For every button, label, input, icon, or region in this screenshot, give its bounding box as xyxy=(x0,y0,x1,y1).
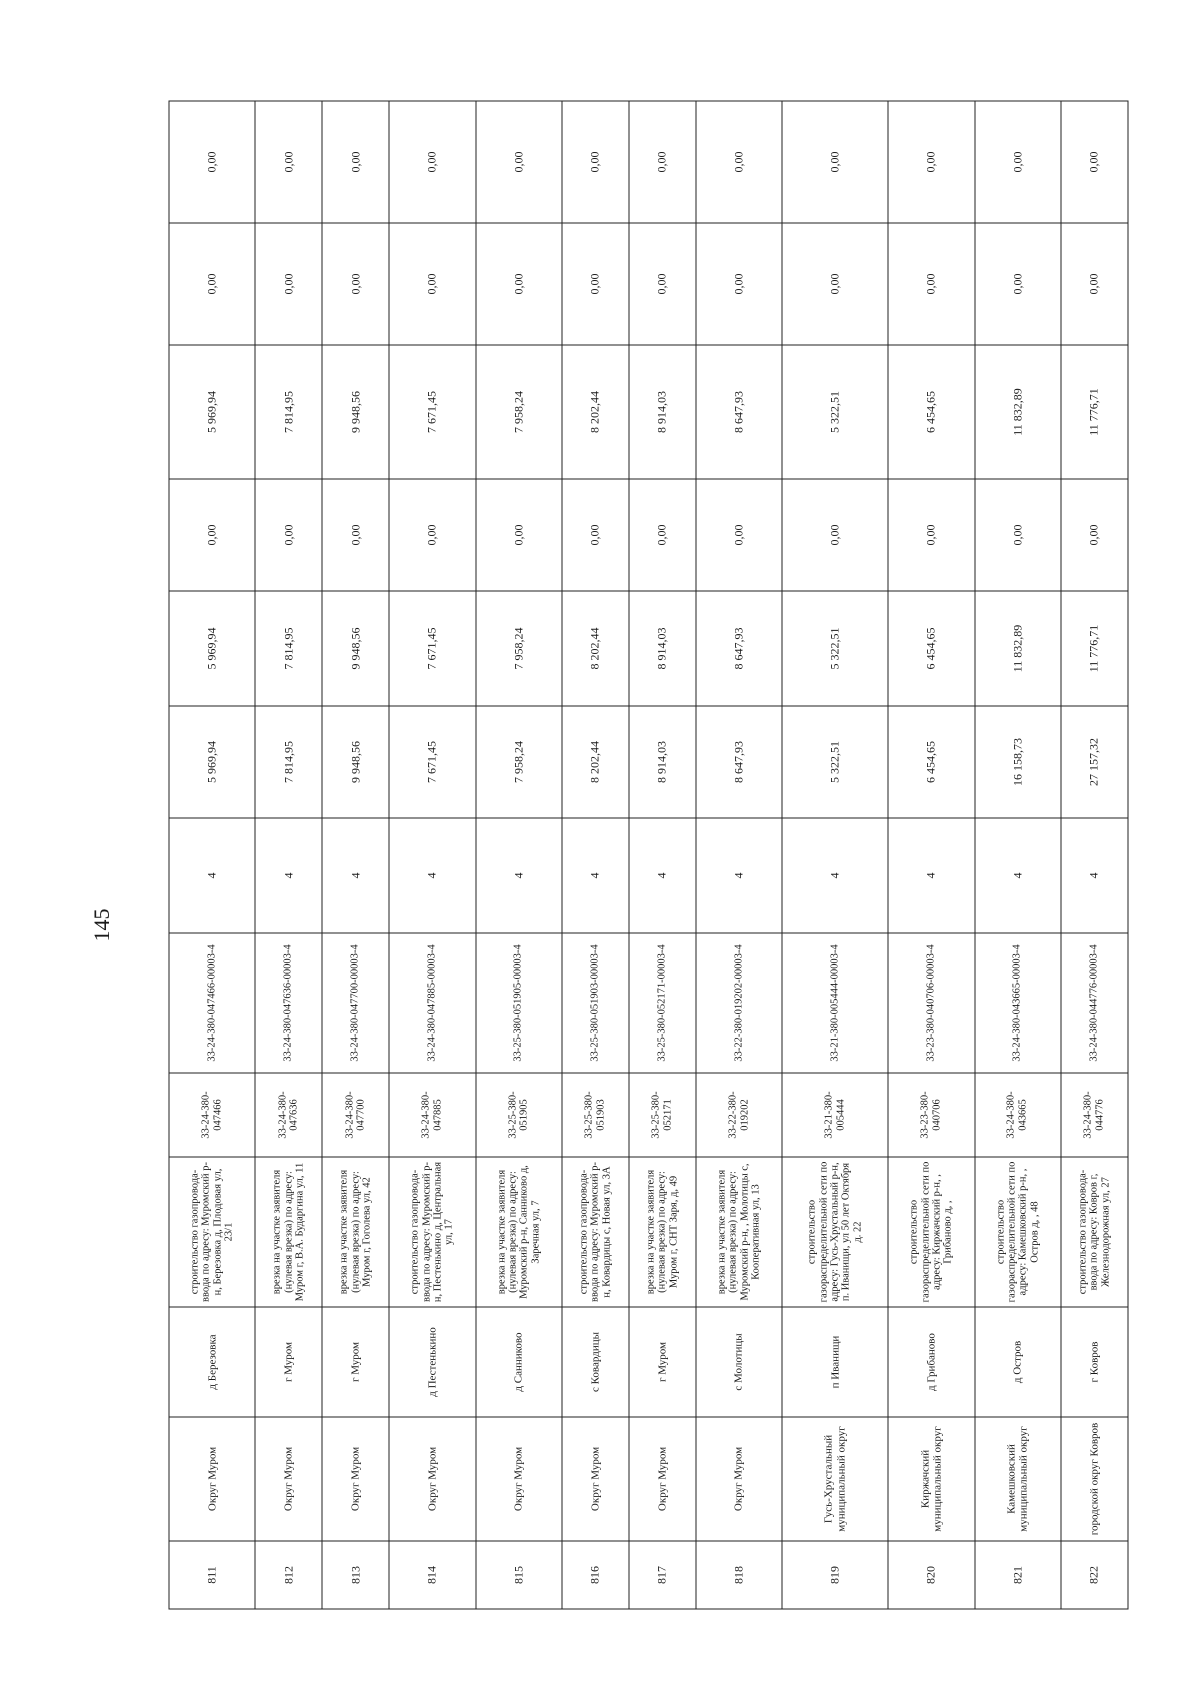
table-row xyxy=(1061,101,1128,1609)
description-cell: строительство газораспределительной сети по адресу: Гусь-Хрустальный р-н, п. Иванищи, ул 50 лет Октября д. 22 xyxy=(782,1157,888,1307)
value4-cell: 8 647,93 xyxy=(696,345,782,479)
value5-cell: 0,00 xyxy=(322,223,389,345)
code-cell: 33-24-380-043665 xyxy=(975,1073,1061,1157)
value4-cell: 7 958,24 xyxy=(476,345,562,479)
settlement-cell: д Санниково xyxy=(476,1307,562,1417)
category-cell: 4 xyxy=(975,818,1061,933)
settlement-cell: п Иванищи xyxy=(782,1307,888,1417)
settlement-cell: д Остров xyxy=(975,1307,1061,1417)
value2-cell: 7 671,45 xyxy=(389,591,475,706)
code-cell: 33-25-380-051905 xyxy=(476,1073,562,1157)
description-cell: врезка на участке заявителя (нулевая врезка) по адресу: Муромский р-н, Санниково д, Заречная ул, 7 xyxy=(476,1157,562,1307)
value4-cell: 7 671,45 xyxy=(389,345,475,479)
value5-cell: 0,00 xyxy=(169,223,255,345)
value6-cell: 0,00 xyxy=(389,101,475,223)
value4-cell: 9 948,56 xyxy=(322,345,389,479)
district-cell: Округ Муром xyxy=(389,1417,475,1541)
row-number: 811 xyxy=(169,1541,255,1609)
value2-cell: 11 832,89 xyxy=(975,591,1061,706)
value1-cell: 8 202,44 xyxy=(562,706,629,818)
row-number: 818 xyxy=(696,1541,782,1609)
description-cell: строительство газопровода-ввода по адресу: Муромский р-н, Ковардицы с, Новая ул, 3А xyxy=(562,1157,629,1307)
value6-cell: 0,00 xyxy=(975,101,1061,223)
value5-cell: 0,00 xyxy=(629,223,696,345)
settlement-cell: с Ковардицы xyxy=(562,1307,629,1417)
category-cell: 4 xyxy=(562,818,629,933)
category-cell: 4 xyxy=(476,818,562,933)
value1-cell: 5 969,94 xyxy=(169,706,255,818)
code-cell: 33-24-380-044776 xyxy=(1061,1073,1128,1157)
category-cell: 4 xyxy=(322,818,389,933)
code-cell: 33-24-380-047636 xyxy=(255,1073,322,1157)
description-cell: врезка на участке заявителя (нулевая врезка) по адресу: Муром г, СНТ Заря, д, 49 xyxy=(629,1157,696,1307)
value1-cell: 8 914,03 xyxy=(629,706,696,818)
table-row xyxy=(169,101,255,1609)
description-cell: врезка на участке заявителя (нулевая врезка) по адресу: Муром г, Гоголева ул, 42 xyxy=(322,1157,389,1307)
district-cell: Округ Муром xyxy=(476,1417,562,1541)
value3-cell: 0,00 xyxy=(389,479,475,591)
value3-cell: 0,00 xyxy=(629,479,696,591)
value3-cell: 0,00 xyxy=(562,479,629,591)
district-cell: городской округ Ковров xyxy=(1061,1417,1128,1541)
settlement-cell: д Пестенькино xyxy=(389,1307,475,1417)
value1-cell: 7 958,24 xyxy=(476,706,562,818)
ident-cell: 33-24-380-043665-00003-4 xyxy=(975,933,1061,1073)
value5-cell: 0,00 xyxy=(476,223,562,345)
table-row xyxy=(888,101,974,1609)
value1-cell: 27 157,32 xyxy=(1061,706,1128,818)
table-row xyxy=(255,101,322,1609)
value3-cell: 0,00 xyxy=(975,479,1061,591)
table-row xyxy=(629,101,696,1609)
table-row xyxy=(476,101,562,1609)
value3-cell: 0,00 xyxy=(255,479,322,591)
value6-cell: 0,00 xyxy=(169,101,255,223)
row-number: 821 xyxy=(975,1541,1061,1609)
value2-cell: 7 958,24 xyxy=(476,591,562,706)
value4-cell: 11 776,71 xyxy=(1061,345,1128,479)
value5-cell: 0,00 xyxy=(696,223,782,345)
settlement-cell: с Молотицы xyxy=(696,1307,782,1417)
value5-cell: 0,00 xyxy=(389,223,475,345)
value4-cell: 6 454,65 xyxy=(888,345,974,479)
value2-cell: 5 969,94 xyxy=(169,591,255,706)
value6-cell: 0,00 xyxy=(476,101,562,223)
ident-cell: 33-25-380-052171-00003-4 xyxy=(629,933,696,1073)
row-number: 820 xyxy=(888,1541,974,1609)
value4-cell: 5 322,51 xyxy=(782,345,888,479)
code-cell: 33-23-380-040706 xyxy=(888,1073,974,1157)
category-cell: 4 xyxy=(389,818,475,933)
row-number: 814 xyxy=(389,1541,475,1609)
value3-cell: 0,00 xyxy=(888,479,974,591)
settlement-cell: г Муром xyxy=(322,1307,389,1417)
ident-cell: 33-23-380-040706-00003-4 xyxy=(888,933,974,1073)
description-cell: строительство газопровода-ввода по адресу: Муромский р-н, Пестенькино д, Центральная ул, 17 xyxy=(389,1157,475,1307)
code-cell: 33-25-380-052171 xyxy=(629,1073,696,1157)
value5-cell: 0,00 xyxy=(975,223,1061,345)
code-cell: 33-24-380-047885 xyxy=(389,1073,475,1157)
settlement-cell: г Муром xyxy=(629,1307,696,1417)
value2-cell: 11 776,71 xyxy=(1061,591,1128,706)
row-number: 819 xyxy=(782,1541,888,1609)
data-table xyxy=(169,101,1129,1610)
district-cell: Округ Муром xyxy=(255,1417,322,1541)
category-cell: 4 xyxy=(696,818,782,933)
value2-cell: 9 948,56 xyxy=(322,591,389,706)
description-cell: строительство газораспределительной сети по адресу: Камешковский р-н, , Остров д, , 48 xyxy=(975,1157,1061,1307)
settlement-cell: г Муром xyxy=(255,1307,322,1417)
value5-cell: 0,00 xyxy=(255,223,322,345)
value2-cell: 7 814,95 xyxy=(255,591,322,706)
value3-cell: 0,00 xyxy=(696,479,782,591)
ident-cell: 33-24-380-047885-00003-4 xyxy=(389,933,475,1073)
value6-cell: 0,00 xyxy=(255,101,322,223)
value4-cell: 5 969,94 xyxy=(169,345,255,479)
ident-cell: 33-24-380-047636-00003-4 xyxy=(255,933,322,1073)
value6-cell: 0,00 xyxy=(782,101,888,223)
district-cell: Гусь-Хрустальный муниципальный округ xyxy=(782,1417,888,1541)
value3-cell: 0,00 xyxy=(169,479,255,591)
table-row xyxy=(782,101,888,1609)
row-number: 813 xyxy=(322,1541,389,1609)
value1-cell: 6 454,65 xyxy=(888,706,974,818)
district-cell: Киржачский муниципальный округ xyxy=(888,1417,974,1541)
table-row xyxy=(389,101,475,1609)
value4-cell: 11 832,89 xyxy=(975,345,1061,479)
value4-cell: 8 914,03 xyxy=(629,345,696,479)
district-cell: Округ Муром xyxy=(169,1417,255,1541)
value6-cell: 0,00 xyxy=(1061,101,1128,223)
value3-cell: 0,00 xyxy=(322,479,389,591)
value6-cell: 0,00 xyxy=(696,101,782,223)
description-cell: строительство газопровода-ввода по адресу: Муромский р-н, Березовка д, Плодовая ул, 23/1 xyxy=(169,1157,255,1307)
row-number: 816 xyxy=(562,1541,629,1609)
value3-cell: 0,00 xyxy=(476,479,562,591)
value3-cell: 0,00 xyxy=(1061,479,1128,591)
value5-cell: 0,00 xyxy=(888,223,974,345)
district-cell: Камешковский муниципальный округ xyxy=(975,1417,1061,1541)
value6-cell: 0,00 xyxy=(888,101,974,223)
value6-cell: 0,00 xyxy=(562,101,629,223)
value3-cell: 0,00 xyxy=(782,479,888,591)
page-number: 145 xyxy=(89,908,114,942)
row-number: 822 xyxy=(1061,1541,1128,1609)
value2-cell: 5 322,51 xyxy=(782,591,888,706)
description-cell: строительство газораспределительной сети по адресу: Киржачский р-н, , Грибаново д, , xyxy=(888,1157,974,1307)
description-cell: строительство газопровода-ввода по адресу: Ковров г, Железнодорожная ул, 27 xyxy=(1061,1157,1128,1307)
category-cell: 4 xyxy=(888,818,974,933)
table-row xyxy=(975,101,1061,1609)
category-cell: 4 xyxy=(782,818,888,933)
ident-cell: 33-25-380-051905-00003-4 xyxy=(476,933,562,1073)
code-cell: 33-22-380-019202 xyxy=(696,1073,782,1157)
settlement-cell: д Грибаново xyxy=(888,1307,974,1417)
district-cell: Округ Муром xyxy=(322,1417,389,1541)
table-row xyxy=(696,101,782,1609)
ident-cell: 33-22-380-019202-00003-4 xyxy=(696,933,782,1073)
category-cell: 4 xyxy=(255,818,322,933)
value1-cell: 7 814,95 xyxy=(255,706,322,818)
district-cell: Округ Муром xyxy=(562,1417,629,1541)
code-cell: 33-21-380-005444 xyxy=(782,1073,888,1157)
district-cell: Округ Муром xyxy=(696,1417,782,1541)
table-area xyxy=(168,101,1128,1609)
description-cell: врезка на участке заявителя (нулевая врезка) по адресу: Муром г, В.А. Бударгина ул, 11 xyxy=(255,1157,322,1307)
ident-cell: 33-24-380-047466-00003-4 xyxy=(169,933,255,1073)
code-cell: 33-24-380-047466 xyxy=(169,1073,255,1157)
row-number: 812 xyxy=(255,1541,322,1609)
value2-cell: 6 454,65 xyxy=(888,591,974,706)
row-number: 815 xyxy=(476,1541,562,1609)
value1-cell: 5 322,51 xyxy=(782,706,888,818)
value1-cell: 8 647,93 xyxy=(696,706,782,818)
district-cell: Округ Муром xyxy=(629,1417,696,1541)
table-row xyxy=(562,101,629,1609)
category-cell: 4 xyxy=(1061,818,1128,933)
table-row xyxy=(322,101,389,1609)
value2-cell: 8 914,03 xyxy=(629,591,696,706)
value1-cell: 9 948,56 xyxy=(322,706,389,818)
value5-cell: 0,00 xyxy=(782,223,888,345)
category-cell: 4 xyxy=(169,818,255,933)
settlement-cell: г Ковров xyxy=(1061,1307,1128,1417)
value1-cell: 7 671,45 xyxy=(389,706,475,818)
value5-cell: 0,00 xyxy=(562,223,629,345)
code-cell: 33-25-380-051903 xyxy=(562,1073,629,1157)
settlement-cell: д Березовка xyxy=(169,1307,255,1417)
value5-cell: 0,00 xyxy=(1061,223,1128,345)
row-number: 817 xyxy=(629,1541,696,1609)
description-cell: врезка на участке заявителя (нулевая врезка) по адресу: Муромский р-н, , Молотицы с, Кооперативная ул, 13 xyxy=(696,1157,782,1307)
ident-cell: 33-24-380-044776-00003-4 xyxy=(1061,933,1128,1073)
ident-cell: 33-21-380-005444-00003-4 xyxy=(782,933,888,1073)
value4-cell: 7 814,95 xyxy=(255,345,322,479)
ident-cell: 33-24-380-047700-00003-4 xyxy=(322,933,389,1073)
value2-cell: 8 647,93 xyxy=(696,591,782,706)
value6-cell: 0,00 xyxy=(629,101,696,223)
code-cell: 33-24-380-047700 xyxy=(322,1073,389,1157)
value1-cell: 16 158,73 xyxy=(975,706,1061,818)
ident-cell: 33-25-380-051903-00003-4 xyxy=(562,933,629,1073)
category-cell: 4 xyxy=(629,818,696,933)
value4-cell: 8 202,44 xyxy=(562,345,629,479)
value6-cell: 0,00 xyxy=(322,101,389,223)
value2-cell: 8 202,44 xyxy=(562,591,629,706)
